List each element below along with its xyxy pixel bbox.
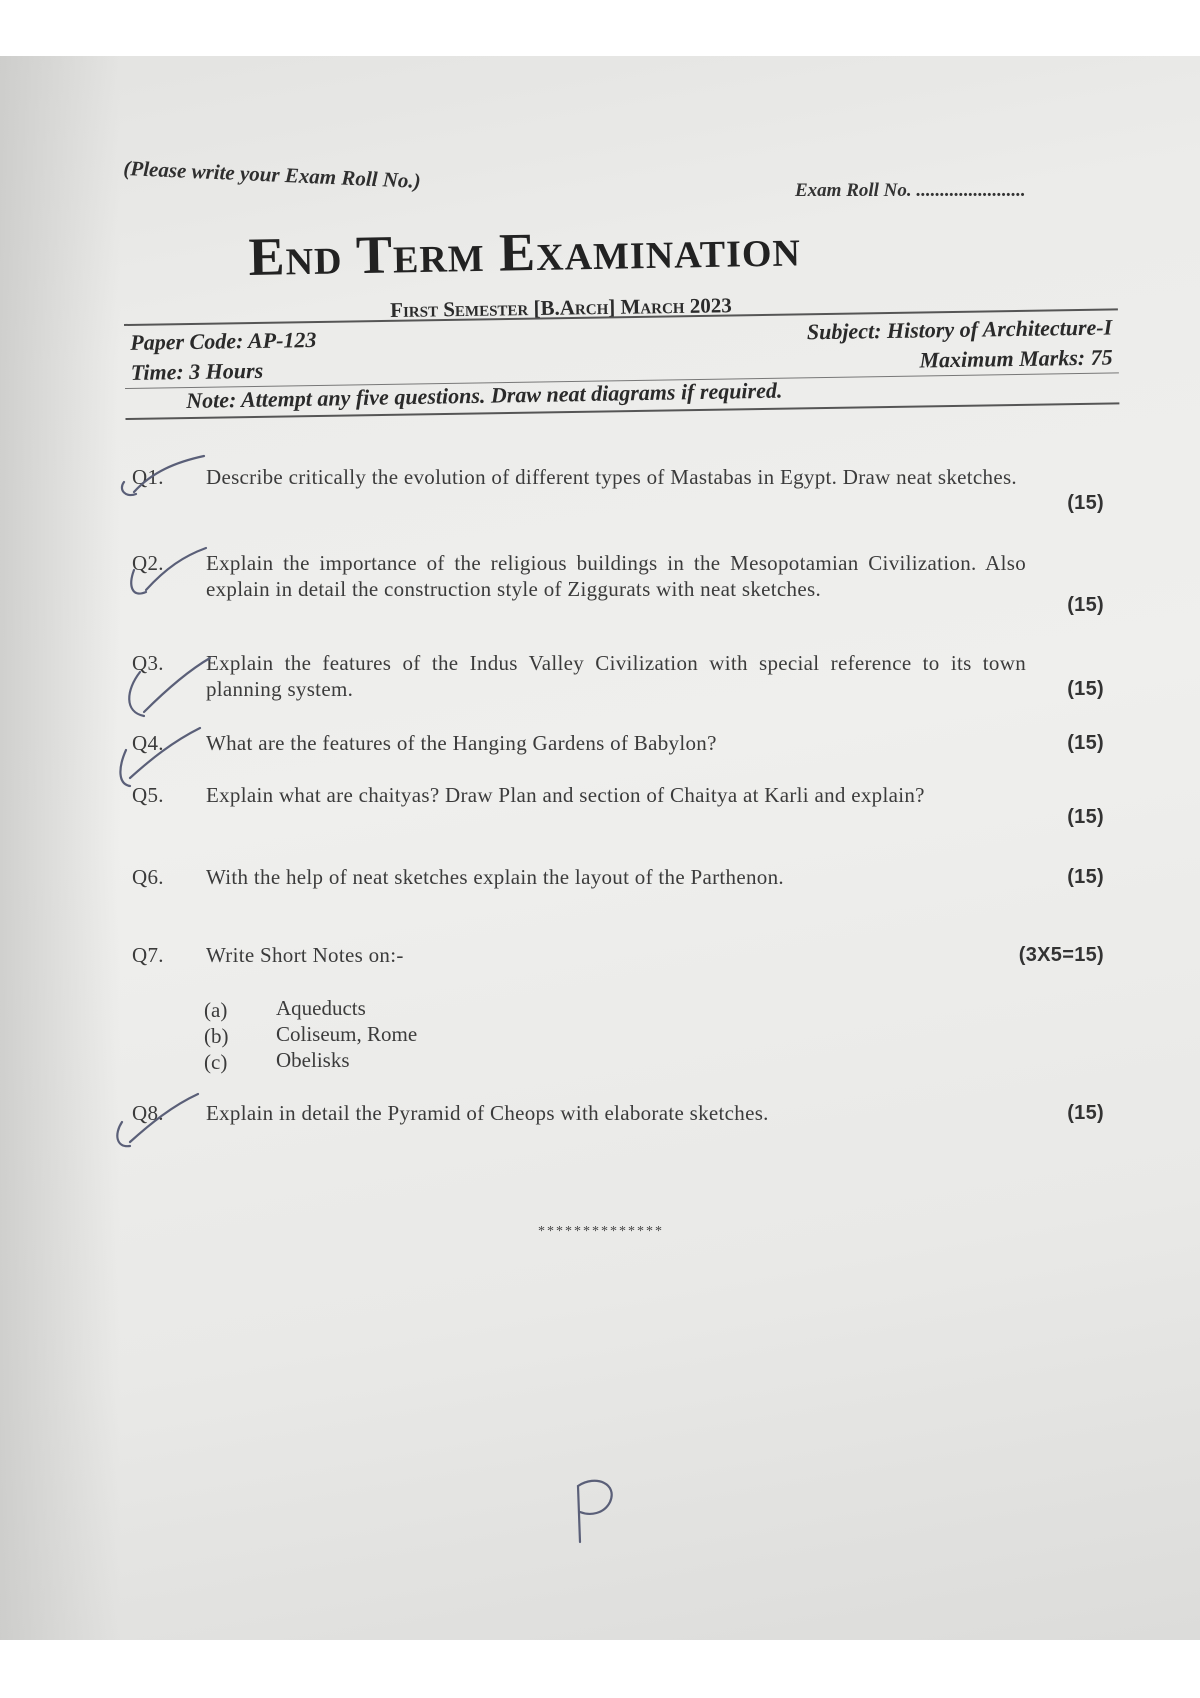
question-text: Write Short Notes on:- (206, 943, 404, 967)
tick-mark-icon (122, 542, 212, 612)
short-note-label-b: (b) (204, 1024, 229, 1048)
question-text: Explain the features of the Indus Valley Civilization with special reference to its town planning system. (206, 651, 1026, 701)
question-7 (128, 942, 1104, 972)
question-marks: (15) (1067, 806, 1104, 828)
question-2 (128, 550, 1104, 630)
question-marks: (3X5=15) (1018, 944, 1104, 966)
question-text: Explain the importance of the religious buildings in the Mesopotamian Civilization. Also explain in detail the construction style of Ziggurats with neat sketches. (206, 551, 1026, 601)
short-note-label-a: (a) (204, 998, 228, 1022)
question-8 (128, 1100, 1104, 1130)
exam-sheet (0, 56, 1200, 1640)
question-4 (128, 730, 1104, 760)
tick-mark-icon (112, 720, 212, 800)
question-text: With the help of neat sketches explain the layout of the Parthenon. (206, 865, 784, 889)
time-allowed: Time: 3 Hours (130, 357, 264, 385)
handwritten-p-icon (566, 1466, 626, 1556)
tick-mark-icon (108, 1088, 208, 1158)
question-number: Q6. (132, 865, 164, 889)
question-number: Q1. (132, 465, 164, 489)
roll-number-instruction: (Please write your Exam Roll No.) (122, 156, 422, 193)
question-text: What are the features of the Hanging Gardens of Babylon? (206, 731, 717, 755)
question-number: Q8. (132, 1101, 164, 1125)
question-number: Q2. (132, 551, 164, 575)
question-text: Explain in detail the Pyramid of Cheops with elaborate sketches. (206, 1101, 769, 1125)
question-number: Q7. (132, 943, 164, 967)
end-of-paper-stars: ************** (538, 1224, 664, 1239)
semester-line: First Semester [B.Arch] March 2023 (390, 293, 732, 322)
short-note-label-c: (c) (204, 1050, 228, 1074)
exam-title: End Term Examination (248, 217, 802, 287)
question-marks: (15) (1067, 678, 1104, 700)
question-marks: (15) (1067, 594, 1104, 616)
question-number: Q5. (132, 783, 164, 807)
tick-mark-icon (118, 650, 218, 730)
question-marks: (15) (1067, 866, 1104, 888)
question-6 (128, 864, 1104, 894)
paper-shadow (0, 56, 120, 1640)
question-5 (128, 782, 1104, 838)
short-note-b: Coliseum, Rome (276, 1022, 418, 1046)
maximum-marks: Maximum Marks: 75 (919, 344, 1113, 373)
question-marks: (15) (1067, 492, 1104, 514)
instruction-note: Note: Attempt any five questions. Draw neat diagrams if required. (186, 377, 783, 413)
tick-mark-icon (112, 452, 212, 512)
question-marks: (15) (1067, 1102, 1104, 1124)
short-note-a: Aqueducts (276, 996, 366, 1020)
roll-number-field: Exam Roll No. ....................... (795, 180, 1026, 201)
question-3 (128, 650, 1104, 706)
subject: Subject: History of Architecture-I (806, 314, 1113, 345)
question-number: Q3. (132, 651, 164, 675)
paper-code: Paper Code: AP-123 (130, 326, 317, 355)
question-number: Q4. (132, 731, 164, 755)
short-note-c: Obelisks (276, 1048, 350, 1072)
question-text: Explain what are chaityas? Draw Plan and section of Chaitya at Karli and explain? (206, 783, 925, 807)
question-marks: (15) (1067, 732, 1104, 754)
question-text: Describe critically the evolution of different types of Mastabas in Egypt. Draw neat sketches. (206, 465, 1017, 489)
question-1 (128, 464, 1104, 520)
